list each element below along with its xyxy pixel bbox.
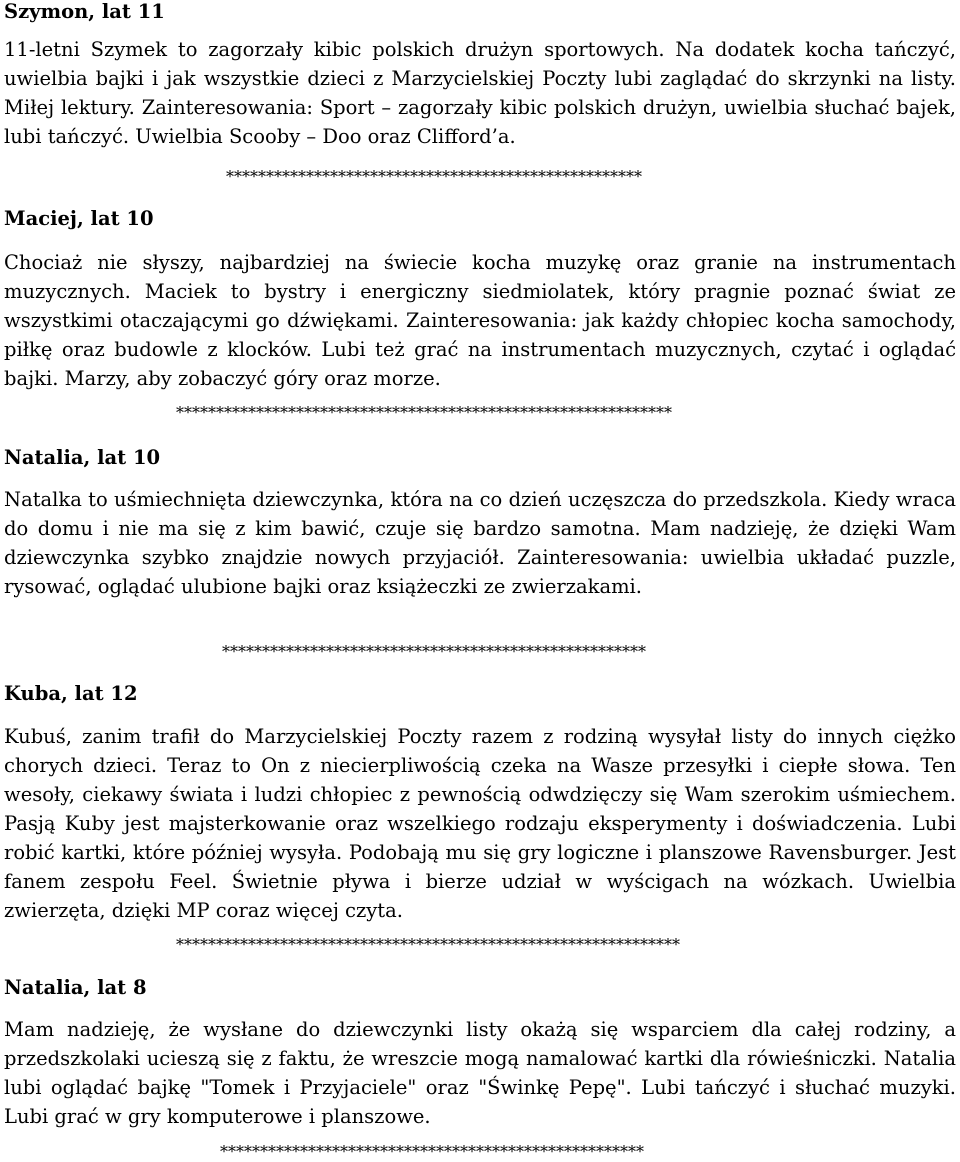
child-name-heading: Kuba, lat 12 xyxy=(4,682,138,705)
child-description: Chociaż nie słyszy, najbardziej na świecie kocha muzykę oraz granie na instrumentach muzycznych. Maciek to bystry i energiczny siedmiolatek, który pragnie poznać świat ze wszystkimi otaczającymi go dźwiękami. Zainteresowania: jak każdy chłopiec kocha samochody, piłkę oraz budowle z klocków. Lubi też grać na instrumentach muzycznych, czytać i oglądać bajki. Marzy, aby zobaczyć góry oraz morze. xyxy=(4,251,956,390)
child-name-heading: Natalia, lat 10 xyxy=(4,446,161,469)
child-description: Kubuś, zanim trafił do Marzycielskiej Poczty razem z rodziną wysyłał listy do innych ciężko chorych dzieci. Teraz to On z niecierpliwością czeka na Wasze przesyłki i ciepłe słowa. Ten wesoły, ciekawy świata i ludzi chłopiec z pewnością odwdzięczy się Wam szerokim uśmiechem. Pasją Kuby jest majsterkowanie oraz wszelkiego rodzaju eksperymenty i doświadczenia. Lubi robić kartki, które później wysyła. Podobają mu się gry logiczne i planszowe Ravensburger. Jest fanem zespołu Feel. Świetnie pływa i bierze udział w wyścigach na wózkach. Uwielbia zwierzęta, dzięki MP coraz więcej czyta. xyxy=(4,725,956,922)
child-description: Mam nadzieję, że wysłane do dziewczynki listy okażą się wsparciem dla całej rodziny, a przedszkolaki ucieszą się z faktu, że wreszcie mogą namalować kartki dla rówieśniczki. Natalia lubi oglądać bajkę "Tomek i Przyjaciele" oraz "Świnkę Pepę". Lubi tańczyć i słuchać muzyki. Lubi grać w gry komputerowe i planszowe. xyxy=(4,1018,956,1128)
child-description: 11-letni Szymek to zagorzały kibic polskich drużyn sportowych. Na dodatek kocha tańczyć, uwielbia bajki i jak wszystkie dzieci z Marzycielskiej Poczty lubi zaglądać do skrzynki na listy. Miłej lektury. Zainteresowania: Sport – zagorzały kibic polskich drużyn, uwielbia słuchać bajek, lubi tańczyć. Uwielbia Scooby – Doo oraz Clifford’a. xyxy=(4,38,956,148)
separator-stars: ***************************************************** xyxy=(222,642,646,661)
child-description: Natalka to uśmiechnięta dziewczynka, która na co dzień uczęszcza do przedszkola. Kiedy wraca do domu i nie ma się z kim bawić, czuje się bardzo samotna. Mam nadzieję, że dzięki Wam dziewczynka szybko znajdzie nowych przyjaciół. Zainteresowania: uwielbia układać puzzle, rysować, oglądać ulubione bajki oraz książeczki ze zwierzakami. xyxy=(4,488,956,598)
separator-stars: ************************************************************** xyxy=(176,403,672,422)
child-name-heading: Szymon, lat 11 xyxy=(4,0,165,23)
separator-stars: **************************************************** xyxy=(226,167,642,186)
child-name-heading: Maciej, lat 10 xyxy=(4,207,154,230)
child-name-heading: Natalia, lat 8 xyxy=(4,976,147,999)
separator-stars: ***************************************************** xyxy=(220,1142,644,1161)
separator-stars: *************************************************************** xyxy=(176,935,680,954)
